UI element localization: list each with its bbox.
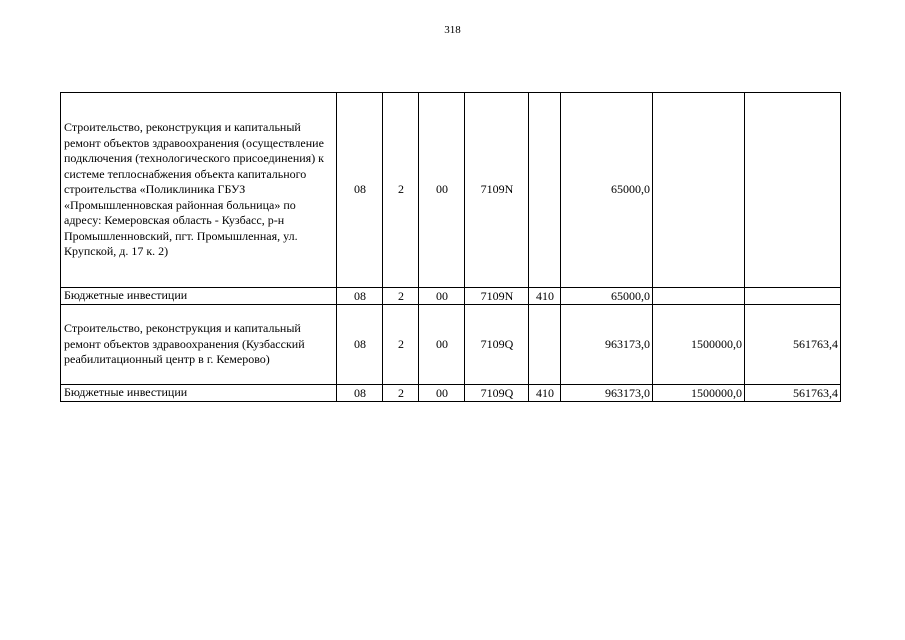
amount-year-1: 65000,0 xyxy=(561,93,653,288)
target-code: 7109N xyxy=(465,93,529,288)
target-code: 7109N xyxy=(465,288,529,305)
amount-year-1: 65000,0 xyxy=(561,288,653,305)
program-code: 00 xyxy=(419,385,465,402)
section-code: 08 xyxy=(337,305,383,385)
amount-year-1: 963173,0 xyxy=(561,385,653,402)
amount-year-3 xyxy=(745,93,841,288)
table-row xyxy=(61,288,841,305)
subsection-code: 2 xyxy=(383,288,419,305)
expense-type: 410 xyxy=(529,288,561,305)
program-code: 00 xyxy=(419,93,465,288)
budget-table xyxy=(60,92,841,402)
amount-year-2 xyxy=(653,288,745,305)
subsection-code: 2 xyxy=(383,385,419,402)
amount-year-1: 963173,0 xyxy=(561,305,653,385)
expense-type xyxy=(529,93,561,288)
item-name: Строительство, реконструкция и капитальный ремонт объектов здравоохранения (Кузбасский реабилитационный центр в г. Кемерово) xyxy=(61,305,337,385)
item-name: Бюджетные инвестиции xyxy=(61,288,337,305)
target-code: 7109Q xyxy=(465,385,529,402)
expense-type xyxy=(529,305,561,385)
program-code: 00 xyxy=(419,288,465,305)
amount-year-2: 1500000,0 xyxy=(653,305,745,385)
subsection-code: 2 xyxy=(383,93,419,288)
amount-year-3: 561763,4 xyxy=(745,305,841,385)
subsection-code: 2 xyxy=(383,305,419,385)
amount-year-2: 1500000,0 xyxy=(653,385,745,402)
table-row xyxy=(61,93,841,288)
item-name: Бюджетные инвестиции xyxy=(61,385,337,402)
section-code: 08 xyxy=(337,385,383,402)
amount-year-2 xyxy=(653,93,745,288)
table-row xyxy=(61,385,841,402)
amount-year-3: 561763,4 xyxy=(745,385,841,402)
amount-year-3 xyxy=(745,288,841,305)
target-code: 7109Q xyxy=(465,305,529,385)
table-row xyxy=(61,305,841,385)
section-code: 08 xyxy=(337,288,383,305)
section-code: 08 xyxy=(337,93,383,288)
expense-type: 410 xyxy=(529,385,561,402)
program-code: 00 xyxy=(419,305,465,385)
page-number: 318 xyxy=(444,24,461,36)
item-name: Строительство, реконструкция и капитальный ремонт объектов здравоохранения (осуществление подключения (технологического присоединения) к системе теплоснабжения объекта капитального строительства «Поликлиника ГБУЗ «Промышленновская районная больница» по адресу: Кемеровская область - Кузбасс, р-н Промышленновский, пгт. Промышленная, ул. Крупской, д. 17 к. 2) xyxy=(61,93,337,288)
